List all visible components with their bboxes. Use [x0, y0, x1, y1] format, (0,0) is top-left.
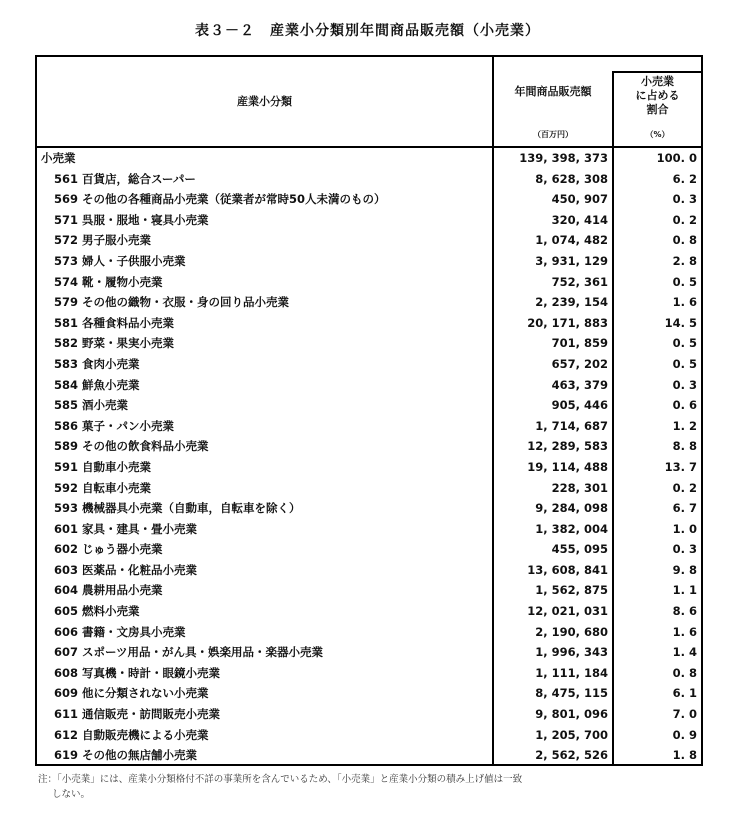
category-name: 靴・履物小売業 — [82, 274, 163, 289]
table-row-total — [37, 148, 701, 169]
share-cell: 0. 8 — [672, 233, 697, 248]
share-cell: 0. 5 — [672, 336, 697, 351]
category-name: 自動車小売業 — [82, 459, 151, 474]
share-cell: 0. 3 — [672, 377, 697, 392]
category-code: 571 — [54, 212, 79, 227]
category-name: 菓子・パン小売業 — [82, 418, 174, 433]
category-cell — [54, 230, 504, 251]
share-cell: 0. 3 — [672, 192, 697, 207]
header-share: 小売業 に占める 割合 — [635, 75, 680, 116]
category-name: 百貨店，総合スーパー — [82, 171, 196, 186]
table-row — [37, 580, 701, 601]
table-row — [37, 622, 701, 643]
sales-cell: 2, 562, 526 — [535, 748, 608, 763]
table-row — [37, 354, 701, 375]
share-cell: 1. 2 — [672, 418, 697, 433]
sales-cell: 228, 301 — [551, 480, 608, 495]
category-cell — [54, 333, 504, 354]
category-cell — [54, 683, 504, 704]
category-code: 606 — [54, 624, 79, 639]
category-name: 自転車小売業 — [82, 480, 151, 495]
category-code: 602 — [54, 542, 79, 557]
category-name: 機械器具小売業（自動車，自転車を除く） — [82, 501, 301, 516]
table-row — [37, 725, 701, 746]
sales-cell: 1, 074, 482 — [535, 233, 608, 248]
category-code: 573 — [54, 253, 79, 268]
sales-cell: 1, 714, 687 — [535, 418, 608, 433]
share-cell: 1. 6 — [672, 624, 697, 639]
footnote — [38, 772, 698, 802]
category-code: 585 — [54, 398, 79, 413]
table-row — [37, 230, 701, 251]
category-code: 591 — [54, 459, 79, 474]
header-sales: 年間商品販売額 — [514, 85, 592, 98]
share-cell: 0. 2 — [672, 480, 697, 495]
sales-cell: 905, 446 — [551, 398, 608, 413]
category-code: 581 — [54, 315, 79, 330]
table-row — [37, 169, 701, 190]
category-cell — [54, 580, 504, 601]
table-row — [37, 519, 701, 540]
sales-cell: 657, 202 — [551, 356, 608, 371]
sales-cell: 139, 398, 373 — [519, 151, 608, 165]
table-body — [37, 148, 701, 766]
category-code: 592 — [54, 480, 79, 495]
category-cell — [54, 745, 504, 766]
category-code: 607 — [54, 645, 79, 660]
category-code: 561 — [54, 171, 79, 186]
table-row — [37, 375, 701, 396]
category-cell — [54, 354, 504, 375]
sales-cell: 701, 859 — [551, 336, 608, 351]
category-cell — [54, 313, 504, 334]
header-sales-unit: （百万円） — [533, 130, 573, 139]
footnote-line: 注：「小売業」には、産業小分類格付不詳の事業所を含んでいるため、「小売業」と産業小分類の積み上げ値は一致 — [38, 774, 523, 785]
share-cell: 2. 8 — [672, 253, 697, 268]
sales-cell: 19, 114, 488 — [527, 459, 608, 474]
category-code: 619 — [54, 748, 79, 763]
category-cell — [54, 519, 504, 540]
category-name: 食肉小売業 — [82, 356, 140, 371]
share-cell: 8. 8 — [672, 439, 697, 454]
category-code: 605 — [54, 604, 79, 619]
category-code: 593 — [54, 501, 79, 516]
table-row — [37, 663, 701, 684]
category-code: 604 — [54, 583, 79, 598]
share-cell: 0. 5 — [672, 356, 697, 371]
sales-cell: 8, 475, 115 — [535, 686, 608, 701]
sales-cell: 20, 171, 883 — [527, 315, 608, 330]
header-category: 産業小分類 — [237, 95, 292, 108]
table-row — [37, 498, 701, 519]
table-row — [37, 251, 701, 272]
table-row — [37, 292, 701, 313]
category-cell — [54, 642, 504, 663]
category-cell — [54, 375, 504, 396]
sales-cell: 1, 111, 184 — [535, 665, 608, 680]
share-cell: 0. 2 — [672, 212, 697, 227]
category-name: 酒小売業 — [82, 398, 128, 413]
table-title: 表３－２ 産業小分類別年間商品販売額（小売業） — [195, 23, 540, 39]
category-code: 584 — [54, 377, 79, 392]
table-row — [37, 704, 701, 725]
share-cell: 7. 0 — [672, 707, 697, 722]
category-name: 男子服小売業 — [82, 233, 151, 248]
share-cell: 1. 1 — [672, 583, 697, 598]
table-row — [37, 313, 701, 334]
sales-cell: 2, 190, 680 — [535, 624, 608, 639]
category-cell — [54, 416, 504, 437]
category-cell — [54, 251, 504, 272]
category-name: 家具・建具・畳小売業 — [82, 521, 197, 536]
category-code: 586 — [54, 418, 79, 433]
sales-cell: 450, 907 — [551, 192, 608, 207]
table-row — [37, 560, 701, 581]
table-row — [37, 436, 701, 457]
category-code: 612 — [54, 727, 79, 742]
category-name: 他に分類されない小売業 — [82, 686, 209, 701]
category-name: その他の織物・衣服・身の回り品小売業 — [82, 295, 289, 310]
category-cell — [54, 189, 504, 210]
category-name: 野菜・果実小売業 — [82, 336, 174, 351]
category-code: 574 — [54, 274, 79, 289]
category-cell — [54, 395, 504, 416]
category-code: 603 — [54, 562, 79, 577]
table-row — [37, 642, 701, 663]
share-cell: 0. 3 — [672, 542, 697, 557]
sales-cell: 12, 289, 583 — [527, 439, 608, 454]
table-header — [37, 57, 701, 148]
category-name: 婦人・子供服小売業 — [82, 253, 186, 268]
category-cell — [54, 498, 504, 519]
category-cell — [54, 292, 504, 313]
category-name: その他の各種商品小売業（従業者が常時50人未満のもの） — [82, 192, 386, 207]
category-name: じゅう器小売業 — [82, 542, 163, 557]
category-code: 582 — [54, 336, 79, 351]
sales-cell: 9, 284, 098 — [535, 501, 608, 516]
category-cell — [54, 622, 504, 643]
category-cell — [54, 539, 504, 560]
category-name: 自動販売機による小売業 — [82, 727, 209, 742]
category-name: その他の飲食料品小売業 — [82, 439, 209, 454]
share-cell: 1. 4 — [672, 645, 697, 660]
category-cell — [54, 725, 504, 746]
share-cell: 0. 8 — [672, 665, 697, 680]
share-cell: 0. 6 — [672, 398, 697, 413]
category-code: 572 — [54, 233, 79, 248]
table-row — [37, 745, 701, 766]
category-name: その他の無店舗小売業 — [82, 748, 197, 763]
sales-cell: 455, 095 — [551, 542, 608, 557]
category-cell — [54, 169, 504, 190]
table-row — [37, 416, 701, 437]
category-name: 書籍・文房具小売業 — [82, 624, 186, 639]
category-name: 呉服・服地・寝具小売業 — [82, 212, 209, 227]
sales-cell: 12, 021, 031 — [527, 604, 608, 619]
footnote-line: しない。 — [52, 789, 91, 800]
share-cell: 6. 1 — [672, 686, 697, 701]
category-name: 写真機・時計・眼鏡小売業 — [82, 665, 220, 680]
table-row — [37, 272, 701, 293]
table-row — [37, 210, 701, 231]
category-code: 579 — [54, 295, 79, 310]
category-name: スポーツ用品・がん具・娯楽用品・楽器小売業 — [82, 645, 324, 660]
sales-cell: 2, 239, 154 — [535, 295, 608, 310]
share-cell: 100. 0 — [656, 151, 697, 165]
sales-cell: 1, 562, 875 — [535, 583, 608, 598]
sales-cell: 13, 608, 841 — [527, 562, 608, 577]
sales-cell: 3, 931, 129 — [535, 253, 608, 268]
category-cell — [54, 272, 504, 293]
table-row — [37, 601, 701, 622]
sales-cell: 8, 628, 308 — [535, 171, 608, 186]
category-cell — [54, 601, 504, 622]
category-code: 609 — [54, 686, 79, 701]
share-cell: 0. 9 — [672, 727, 697, 742]
share-cell: 1. 8 — [672, 748, 697, 763]
category-name: 医薬品・化粧品小売業 — [82, 562, 197, 577]
sales-cell: 752, 361 — [551, 274, 608, 289]
share-cell: 13. 7 — [664, 459, 697, 474]
header-share-unit: （%） — [645, 130, 670, 139]
sales-table — [35, 55, 703, 766]
category-name: 鮮魚小売業 — [82, 377, 140, 392]
table-row — [37, 189, 701, 210]
category-cell — [54, 478, 504, 499]
category-code: 583 — [54, 356, 79, 371]
category-cell — [54, 457, 504, 478]
table-row — [37, 539, 701, 560]
share-cell: 1. 6 — [672, 295, 697, 310]
table-row — [37, 478, 701, 499]
category-name: 通信販売・訪問販売小売業 — [82, 707, 220, 722]
table-row — [37, 683, 701, 704]
share-cell: 6. 2 — [672, 171, 697, 186]
category-code: 601 — [54, 521, 79, 536]
sales-cell: 320, 414 — [551, 212, 608, 227]
category-code: 608 — [54, 665, 79, 680]
sales-cell: 9, 801, 096 — [535, 707, 608, 722]
share-cell: 6. 7 — [672, 501, 697, 516]
category-code: 611 — [54, 707, 79, 722]
category-name: 燃料小売業 — [82, 604, 140, 619]
category-code: 569 — [54, 192, 79, 207]
category-name: 農耕用品小売業 — [82, 583, 163, 598]
share-cell: 8. 6 — [672, 604, 697, 619]
sales-cell: 1, 996, 343 — [535, 645, 608, 660]
share-cell: 9. 8 — [672, 562, 697, 577]
share-cell: 14. 5 — [664, 315, 697, 330]
category-cell — [54, 436, 504, 457]
table-row — [37, 457, 701, 478]
category-cell — [54, 663, 504, 684]
category-cell — [54, 560, 504, 581]
share-cell: 0. 5 — [672, 274, 697, 289]
category-name: 各種食料品小売業 — [82, 315, 174, 330]
sales-cell: 463, 379 — [551, 377, 608, 392]
share-column-top-border — [612, 71, 701, 73]
sales-cell: 1, 382, 004 — [535, 521, 608, 536]
sales-cell: 1, 205, 700 — [535, 727, 608, 742]
category-cell — [54, 704, 504, 725]
category-cell — [41, 148, 491, 169]
table-row — [37, 395, 701, 416]
category-name: 小売業 — [41, 151, 76, 165]
category-code: 589 — [54, 439, 79, 454]
share-cell: 1. 0 — [672, 521, 697, 536]
category-cell — [54, 210, 504, 231]
table-row — [37, 333, 701, 354]
